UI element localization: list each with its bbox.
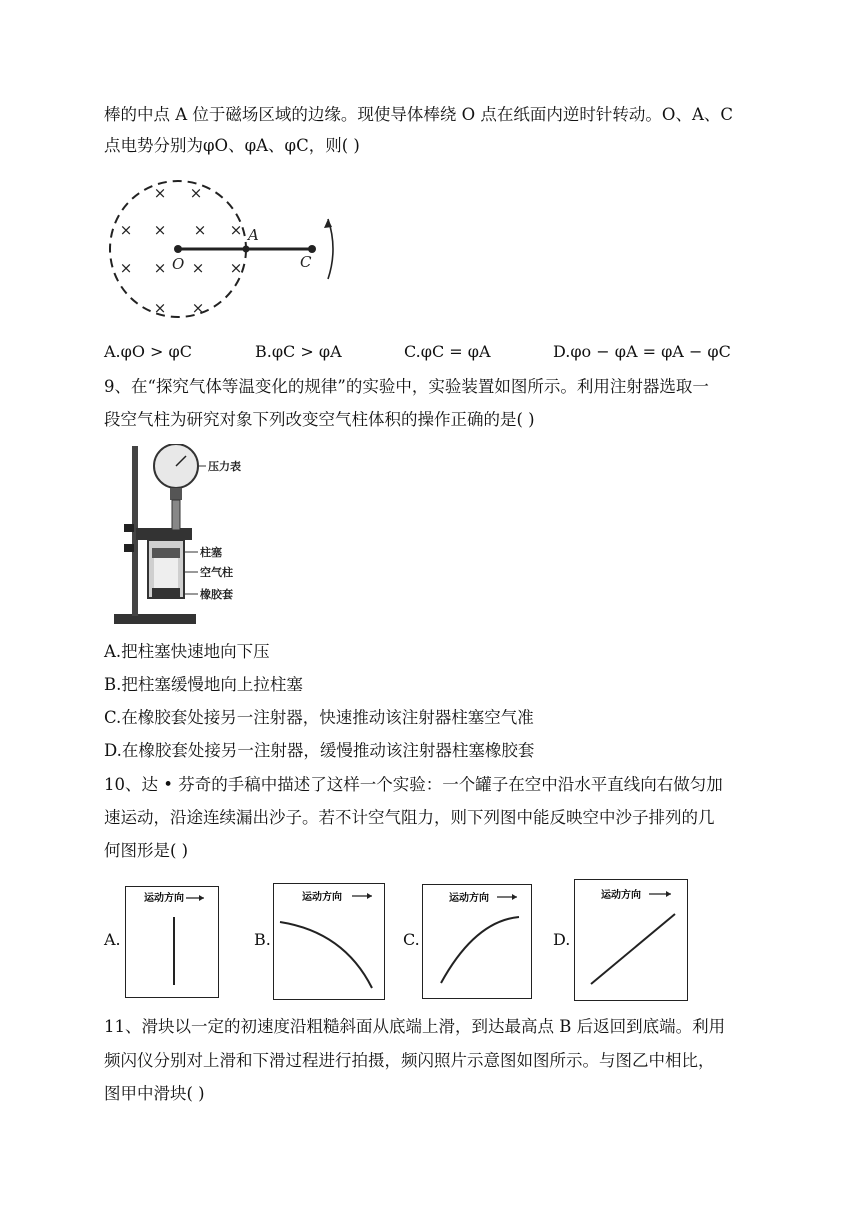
q8-option-c[interactable]: C.φC = φA — [404, 342, 491, 361]
q9-option-c[interactable]: C.在橡胶套处接另一注射器，快速推动该注射器柱塞空气准 — [104, 708, 534, 727]
direction-label: 运动方向 — [601, 890, 641, 901]
field-mark: × — [189, 184, 203, 202]
q9-text-line-1: 9、在“探究气体等温变化的规律”的实验中，实验装置如图所示。利用注射器选取一 — [104, 377, 709, 396]
q10-choice-c-figure[interactable] — [422, 884, 532, 999]
field-mark: × — [191, 299, 205, 317]
q11-text-line-1: 11、滑块以一定的初速度沿粗糙斜面从底端上滑，到达最高点 B 后返回到底端。利用 — [104, 1017, 726, 1036]
field-mark: × — [193, 221, 207, 239]
q8-option-d[interactable]: D.φo − φA = φA − φC — [553, 342, 731, 361]
q10-text-line-2: 速运动，沿途连续漏出沙子。若不计空气阻力，则下列图中能反映空中沙子排列的几 — [104, 808, 715, 827]
q10-choice-c-label[interactable]: C. — [403, 930, 420, 949]
q9-apparatus-figure — [110, 444, 250, 630]
field-mark: × — [229, 259, 243, 277]
q10-text-line-3: 何图形是( ) — [104, 841, 189, 860]
q8-option-b[interactable]: B.φC > φA — [255, 342, 342, 361]
q9-option-b[interactable]: B.把柱塞缓慢地向上拉柱塞 — [104, 675, 303, 694]
q8-text-line-1: 棒的中点 A 位于磁场区域的边缘。现使导体棒绕 O 点在纸面内逆时针转动。O、A、C — [104, 105, 733, 124]
field-mark: × — [119, 221, 133, 239]
q10-choice-a-figure[interactable] — [125, 886, 219, 998]
point-A-label: A — [248, 226, 259, 244]
q8-text-line-2: 点电势分别为φO、φA、φC，则( ) — [104, 136, 360, 155]
direction-label: 运动方向 — [449, 893, 489, 904]
q10-choice-d-figure[interactable] — [574, 879, 688, 1001]
direction-label: 运动方向 — [144, 893, 184, 904]
q10-choice-b-label[interactable]: B. — [254, 930, 271, 949]
field-mark: × — [153, 259, 167, 277]
point-C-label: C — [300, 253, 312, 271]
q9-option-a[interactable]: A.把柱塞快速地向下压 — [104, 642, 270, 661]
q11-text-line-3: 图甲中滑块( ) — [104, 1084, 205, 1103]
q10-choice-a-label[interactable]: A. — [104, 930, 121, 949]
q11-text-line-2: 频闪仪分别对上滑和下滑过程进行拍摄，频闪照片示意图如图所示。与图乙中相比， — [104, 1051, 715, 1070]
field-mark: × — [119, 259, 133, 277]
field-mark: × — [153, 221, 167, 239]
q10-text-line-1: 10、达 • 芬奇的手稿中描述了这样一个实验：一个罐子在空中沿水平直线向右做匀加 — [104, 775, 723, 794]
field-mark: × — [191, 259, 205, 277]
q8-magnetic-field-figure — [108, 175, 348, 327]
q9-option-d[interactable]: D.在橡胶套处接另一注射器，缓慢推动该注射器柱塞橡胶套 — [104, 741, 535, 760]
air-column-label: 空气柱 — [200, 566, 233, 579]
gauge-label: 压力表 — [208, 460, 241, 473]
field-mark: × — [153, 184, 167, 202]
q10-choice-b-figure[interactable] — [273, 883, 385, 1000]
rubber-cap-label: 橡胶套 — [200, 588, 233, 601]
direction-label: 运动方向 — [302, 892, 342, 903]
field-mark: × — [229, 221, 243, 239]
q10-choice-d-label[interactable]: D. — [553, 930, 571, 949]
q9-text-line-2: 段空气柱为研究对象下列改变空气柱体积的操作正确的是( ) — [104, 410, 535, 429]
field-mark: × — [153, 299, 167, 317]
plunger-label: 柱塞 — [200, 546, 222, 559]
q8-option-a[interactable]: A.φO > φC — [104, 342, 192, 361]
point-O-label: O — [172, 255, 185, 273]
